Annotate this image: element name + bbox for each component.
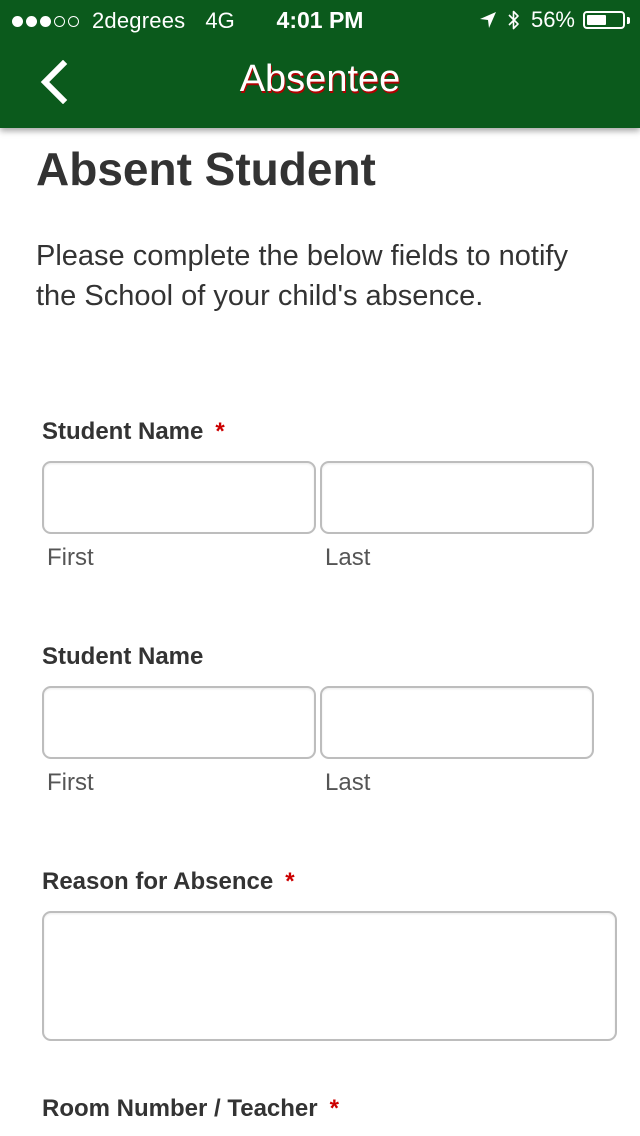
student-last-name-input[interactable] <box>320 461 594 534</box>
network-type: 4G <box>205 8 235 33</box>
student-name-label-text: Student Name <box>42 418 204 445</box>
required-marker: * <box>329 1095 339 1122</box>
last-sublabel: Last <box>325 544 371 571</box>
student-name-2-label: Student Name <box>42 643 204 670</box>
first-sublabel: First <box>47 544 94 571</box>
last-sublabel: Last <box>325 769 371 796</box>
required-marker: * <box>215 418 225 445</box>
status-right <box>479 7 630 33</box>
page-title: Absent Student <box>36 143 376 195</box>
bluetooth-icon <box>507 8 521 32</box>
location-arrow-icon <box>479 11 497 29</box>
student-2-first-name-input[interactable] <box>42 686 316 759</box>
battery-fill <box>587 15 606 25</box>
intro-text: Please complete the below fields to notify the School of your child's absence. <box>36 240 568 312</box>
room-teacher-label <box>42 1095 339 1123</box>
status-bar <box>0 0 640 40</box>
student-2-last-name-input[interactable] <box>320 686 594 759</box>
room-teacher-label-text: Room Number / Teacher <box>42 1095 318 1122</box>
first-sublabel: First <box>47 769 94 796</box>
battery-percent: 56% <box>530 7 575 32</box>
student-name-label <box>42 418 225 446</box>
battery-icon <box>583 11 625 29</box>
student-first-name-input[interactable] <box>42 461 316 534</box>
reason-label <box>42 868 295 896</box>
battery-tip <box>627 17 630 24</box>
nav-bar <box>0 40 640 128</box>
nav-title: Absentee <box>239 58 401 100</box>
required-marker: * <box>285 868 295 895</box>
app-header-area <box>0 0 640 128</box>
reason-textarea[interactable] <box>42 911 617 1041</box>
status-time: 4:01 PM <box>276 7 364 33</box>
carrier-name: 2degrees <box>92 8 186 33</box>
reason-label-text: Reason for Absence <box>42 868 274 895</box>
